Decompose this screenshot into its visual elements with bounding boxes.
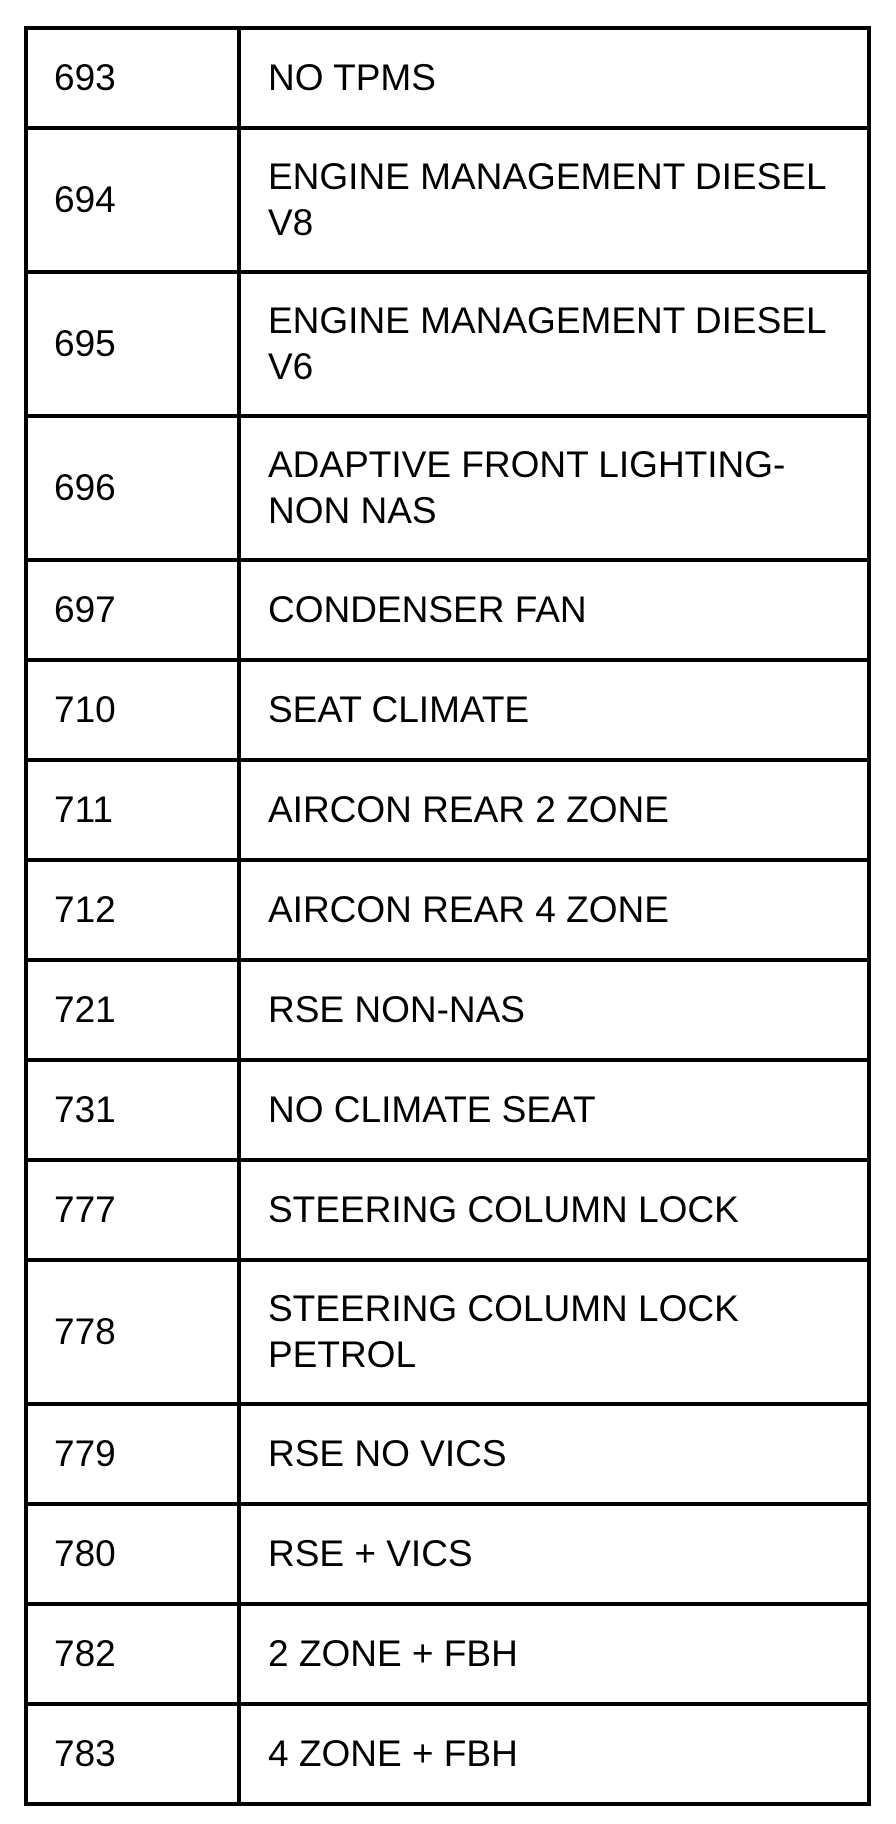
description-cell: NO TPMS [239, 28, 869, 128]
description-cell: STEERING COLUMN LOCK [239, 1160, 869, 1260]
code-cell: 695 [26, 272, 239, 416]
code-cell: 721 [26, 960, 239, 1060]
table-row [26, 760, 869, 860]
description-cell: ENGINE MANAGEMENT DIESEL V6 [239, 272, 869, 416]
table-row [26, 1404, 869, 1504]
table-row [26, 1704, 869, 1804]
code-cell: 693 [26, 28, 239, 128]
code-cell: 777 [26, 1160, 239, 1260]
code-cell: 694 [26, 128, 239, 272]
description-cell: RSE NO VICS [239, 1404, 869, 1504]
code-cell: 779 [26, 1404, 239, 1504]
table-row [26, 860, 869, 960]
code-cell: 697 [26, 560, 239, 660]
description-cell: STEERING COLUMN LOCK PETROL [239, 1260, 869, 1404]
code-cell: 731 [26, 1060, 239, 1160]
description-cell: 2 ZONE + FBH [239, 1604, 869, 1704]
code-cell: 712 [26, 860, 239, 960]
table-row [26, 416, 869, 560]
description-cell: ENGINE MANAGEMENT DIESEL V8 [239, 128, 869, 272]
table-row [26, 1160, 869, 1260]
table-row [26, 960, 869, 1060]
description-cell: ADAPTIVE FRONT LIGHTING-NON NAS [239, 416, 869, 560]
description-cell: 4 ZONE + FBH [239, 1704, 869, 1804]
table-row [26, 128, 869, 272]
code-cell: 696 [26, 416, 239, 560]
code-cell: 782 [26, 1604, 239, 1704]
code-description-table [24, 26, 871, 1806]
description-cell: RSE NON-NAS [239, 960, 869, 1060]
description-cell: AIRCON REAR 2 ZONE [239, 760, 869, 860]
description-cell: RSE + VICS [239, 1504, 869, 1604]
code-cell: 780 [26, 1504, 239, 1604]
code-cell: 778 [26, 1260, 239, 1404]
description-cell: NO CLIMATE SEAT [239, 1060, 869, 1160]
table-row [26, 272, 869, 416]
code-cell: 710 [26, 660, 239, 760]
description-cell: AIRCON REAR 4 ZONE [239, 860, 869, 960]
table-row [26, 1504, 869, 1604]
table-row [26, 28, 869, 128]
table-row [26, 1604, 869, 1704]
code-cell: 711 [26, 760, 239, 860]
description-cell: SEAT CLIMATE [239, 660, 869, 760]
table-row [26, 560, 869, 660]
code-cell: 783 [26, 1704, 239, 1804]
table-row [26, 1060, 869, 1160]
table-row [26, 660, 869, 760]
description-cell: CONDENSER FAN [239, 560, 869, 660]
table-row [26, 1260, 869, 1404]
